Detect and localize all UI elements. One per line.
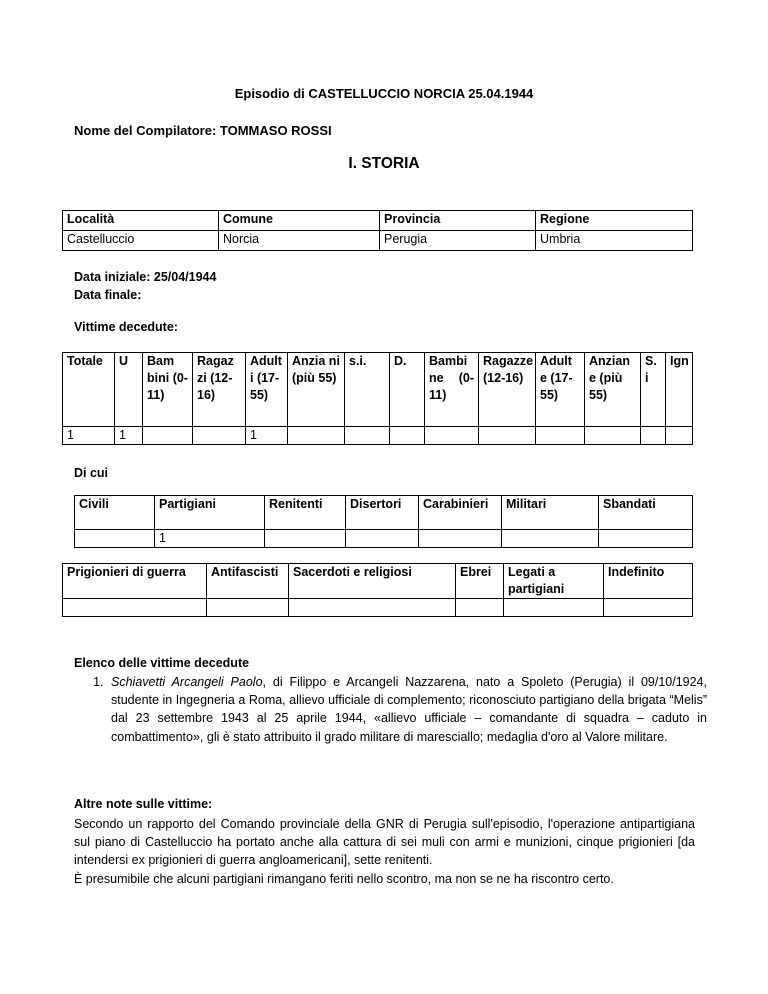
episode-title: Episodio di CASTELLUCCIO NORCIA 25.04.1944 bbox=[234, 86, 534, 101]
category-value bbox=[504, 599, 604, 617]
victims-label: Vittime decedute: bbox=[74, 320, 178, 334]
category-header: Civili bbox=[75, 496, 155, 530]
other-notes bbox=[74, 815, 695, 888]
start-date: Data iniziale: 25/04/1944 bbox=[74, 270, 217, 284]
victims-value bbox=[479, 427, 536, 445]
category-header: Legati a partigiani bbox=[504, 564, 604, 599]
category-value bbox=[289, 599, 456, 617]
categories-table-2 bbox=[62, 563, 693, 617]
victims-header: S. i bbox=[641, 353, 666, 427]
victims-header: Totale bbox=[63, 353, 115, 427]
victims-header: Bambi ne (0- 11) bbox=[425, 353, 479, 427]
section-title: I. STORIA bbox=[348, 155, 420, 172]
victims-header: Ragazze (12-16) bbox=[479, 353, 536, 427]
victims-header: Bam bini (0- 11) bbox=[143, 353, 193, 427]
victims-header: Anzia ni (più 55) bbox=[288, 353, 345, 427]
victims-header: s.i. bbox=[345, 353, 390, 427]
victims-value bbox=[288, 427, 345, 445]
category-value bbox=[207, 599, 289, 617]
category-header: Carabinieri bbox=[419, 496, 502, 530]
victims-header: D. bbox=[390, 353, 425, 427]
location-header-comune: Comune bbox=[219, 211, 380, 231]
victims-header: Anzian e (più 55) bbox=[585, 353, 641, 427]
victims-value bbox=[425, 427, 479, 445]
victims-list-title: Elenco delle vittime decedute bbox=[74, 656, 250, 670]
category-value bbox=[599, 530, 693, 548]
compiler-name: Nome del Compilatore: TOMMASO ROSSI bbox=[74, 123, 332, 138]
category-header: Sacerdoti e religiosi bbox=[289, 564, 456, 599]
victims-table bbox=[62, 352, 693, 445]
victim-description: , di Filippo e Arcangeli Nazzarena, nato a Spoleto (Perugia) il 09/10/1924, studente in Ingegneria a Roma, allievo ufficiale di complemento; riconosciuto partigiano della brigata “Melis” dal 23 settembre 1943 al 25 aprile 1944, «allievo ufficiale – comandante di squadra – caduto in combattimento», gli è stato attribuito il grado militare di maresciallo; medaglia d'oro al Valore militare. bbox=[111, 675, 707, 744]
victims-header: Adult e (17- 55) bbox=[536, 353, 585, 427]
victims-list bbox=[95, 673, 707, 746]
category-value bbox=[604, 599, 693, 617]
category-header: Renitenti bbox=[265, 496, 346, 530]
victims-value: 1 bbox=[246, 427, 288, 445]
category-header: Prigionieri di guerra bbox=[63, 564, 207, 599]
victims-value bbox=[345, 427, 390, 445]
location-value-regione: Umbria bbox=[536, 231, 693, 251]
other-notes-paragraph: È presumibile che alcuni partigiani rimangano feriti nello scontro, ma non se ne ha riscontro certo. bbox=[74, 871, 614, 886]
victims-value bbox=[143, 427, 193, 445]
victim-name: Schiavetti Arcangeli Paolo bbox=[111, 675, 263, 689]
category-value bbox=[75, 530, 155, 548]
category-header: Sbandati bbox=[599, 496, 693, 530]
victims-header: U bbox=[115, 353, 143, 427]
location-header-localita: Località bbox=[63, 211, 219, 231]
category-value: 1 bbox=[155, 530, 265, 548]
category-header: Antifascisti bbox=[207, 564, 289, 599]
victims-header: Ragaz zi (12- 16) bbox=[193, 353, 246, 427]
category-header: Disertori bbox=[346, 496, 419, 530]
other-notes-title: Altre note sulle vittime: bbox=[74, 797, 213, 811]
location-value-localita: Castelluccio bbox=[63, 231, 219, 251]
category-value bbox=[63, 599, 207, 617]
category-value bbox=[456, 599, 504, 617]
location-header-provincia: Provincia bbox=[380, 211, 536, 231]
category-header: Indefinito bbox=[604, 564, 693, 599]
category-header: Ebrei bbox=[456, 564, 504, 599]
location-value-provincia: Perugia bbox=[380, 231, 536, 251]
victims-header: Adult i (17- 55) bbox=[246, 353, 288, 427]
category-value bbox=[346, 530, 419, 548]
categories-table-1 bbox=[74, 495, 693, 548]
location-table bbox=[62, 210, 693, 251]
victims-value bbox=[193, 427, 246, 445]
category-value bbox=[502, 530, 599, 548]
victims-value bbox=[666, 427, 693, 445]
end-date: Data finale: bbox=[74, 288, 142, 302]
dicui-label: Di cui bbox=[74, 466, 109, 480]
victims-header: Ign bbox=[666, 353, 693, 427]
victims-value: 1 bbox=[63, 427, 115, 445]
dates-block bbox=[74, 268, 216, 304]
victims-value bbox=[536, 427, 585, 445]
location-value-comune: Norcia bbox=[219, 231, 380, 251]
other-notes-paragraph: Secondo un rapporto del Comando provinciale della GNR di Perugia sull'episodio, l'operazione antipartigiana sul piano di Castelluccio ha portato anche alla cattura di sei muli con armi e munizioni, cinque prigionieri [da intendersi ex prigionieri di guerra angloamericani], sette renitenti. bbox=[74, 817, 695, 868]
victims-value bbox=[390, 427, 425, 445]
category-value bbox=[419, 530, 502, 548]
victims-value bbox=[585, 427, 641, 445]
victims-value: 1 bbox=[115, 427, 143, 445]
category-header: Partigiani bbox=[155, 496, 265, 530]
victims-value bbox=[641, 427, 666, 445]
category-header: Militari bbox=[502, 496, 599, 530]
location-header-regione: Regione bbox=[536, 211, 693, 231]
category-value bbox=[265, 530, 346, 548]
list-item bbox=[107, 673, 707, 746]
